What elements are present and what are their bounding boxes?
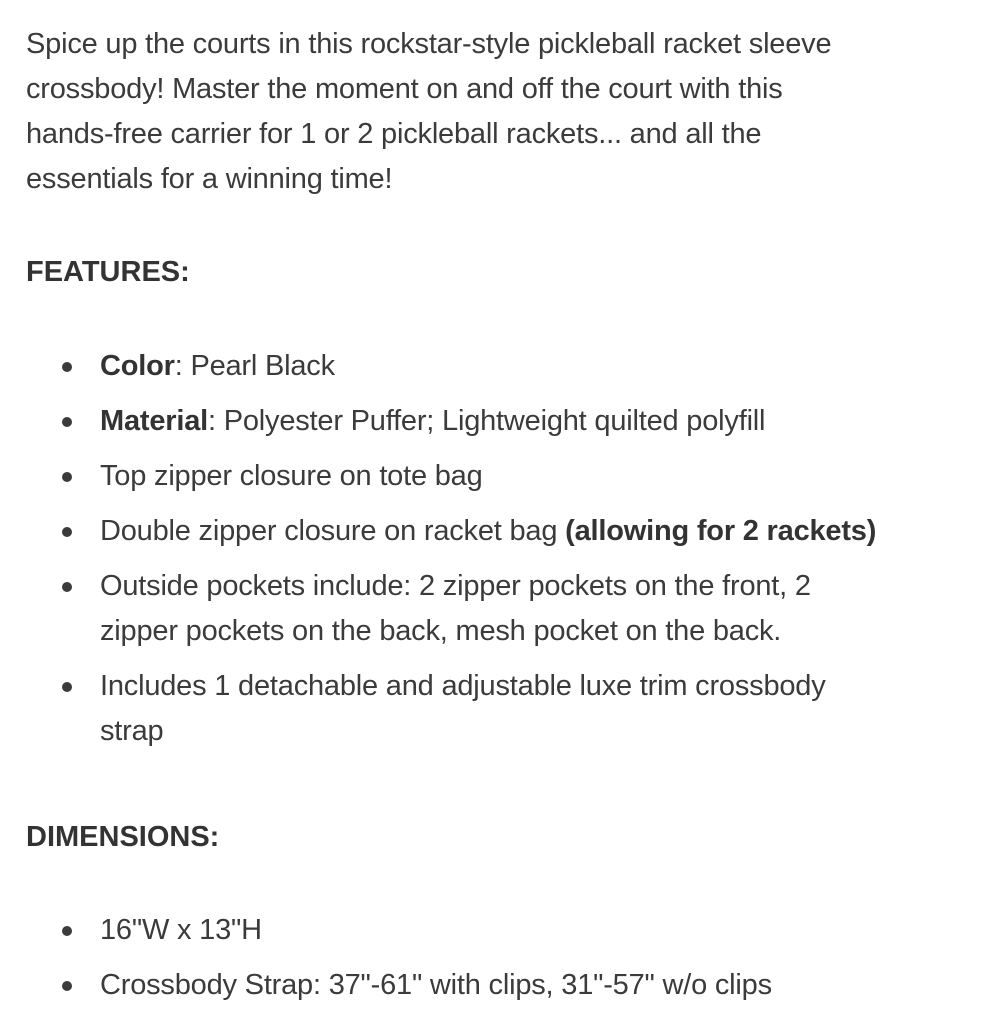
intro-paragraph bbox=[26, 22, 976, 202]
list-item bbox=[26, 454, 976, 499]
feature-text: Top zipper closure on tote bag bbox=[100, 460, 483, 492]
dimensions-list bbox=[26, 908, 976, 1008]
feature-text: Double zipper closure on racket bag bbox=[100, 515, 566, 547]
dimension-text: Crossbody Strap: 37"-61" with clips, 31"-57" w/o clips bbox=[100, 969, 772, 1001]
feature-text: Includes 1 detachable and adjustable luxe trim crossbody bbox=[100, 670, 826, 702]
feature-label: Material bbox=[100, 405, 208, 437]
bullet-icon bbox=[62, 926, 72, 936]
product-description bbox=[26, 22, 976, 1018]
feature-text: Outside pockets include: 2 zipper pockets on the front, 2 bbox=[100, 570, 811, 602]
bullet-icon bbox=[62, 981, 72, 991]
bullet-icon bbox=[62, 362, 72, 372]
feature-label: Color bbox=[100, 350, 175, 382]
dimensions-heading: DIMENSIONS: bbox=[26, 821, 220, 853]
feature-text-continued: strap bbox=[100, 715, 164, 747]
bullet-icon bbox=[62, 582, 72, 592]
intro-line: essentials for a winning time! bbox=[26, 163, 393, 195]
list-item bbox=[26, 509, 976, 554]
feature-value: Polyester Puffer; Lightweight quilted polyfill bbox=[223, 405, 766, 437]
list-item bbox=[26, 344, 976, 389]
dimension-text: 16"W x 13"H bbox=[100, 914, 262, 946]
list-item bbox=[26, 564, 976, 654]
feature-value: Pearl Black bbox=[190, 350, 335, 382]
features-list bbox=[26, 344, 976, 754]
list-item bbox=[26, 908, 976, 953]
list-item bbox=[26, 399, 976, 444]
bullet-icon bbox=[62, 417, 72, 427]
intro-line: crossbody! Master the moment on and off the court with this bbox=[26, 73, 783, 105]
feature-emphasis: (allowing for 2 rackets) bbox=[565, 515, 877, 547]
features-heading: FEATURES: bbox=[26, 256, 190, 288]
bullet-icon bbox=[62, 682, 72, 692]
feature-separator: : bbox=[174, 350, 191, 382]
intro-line: hands-free carrier for 1 or 2 pickleball rackets... and all the bbox=[26, 118, 762, 150]
feature-text-continued: zipper pockets on the back, mesh pocket on the back. bbox=[100, 615, 782, 647]
feature-separator: : bbox=[208, 405, 224, 437]
list-item bbox=[26, 963, 976, 1008]
intro-line: Spice up the courts in this rockstar-style pickleball racket sleeve bbox=[26, 28, 832, 60]
bullet-icon bbox=[62, 472, 72, 482]
bullet-icon bbox=[62, 527, 72, 537]
list-item bbox=[26, 664, 976, 754]
